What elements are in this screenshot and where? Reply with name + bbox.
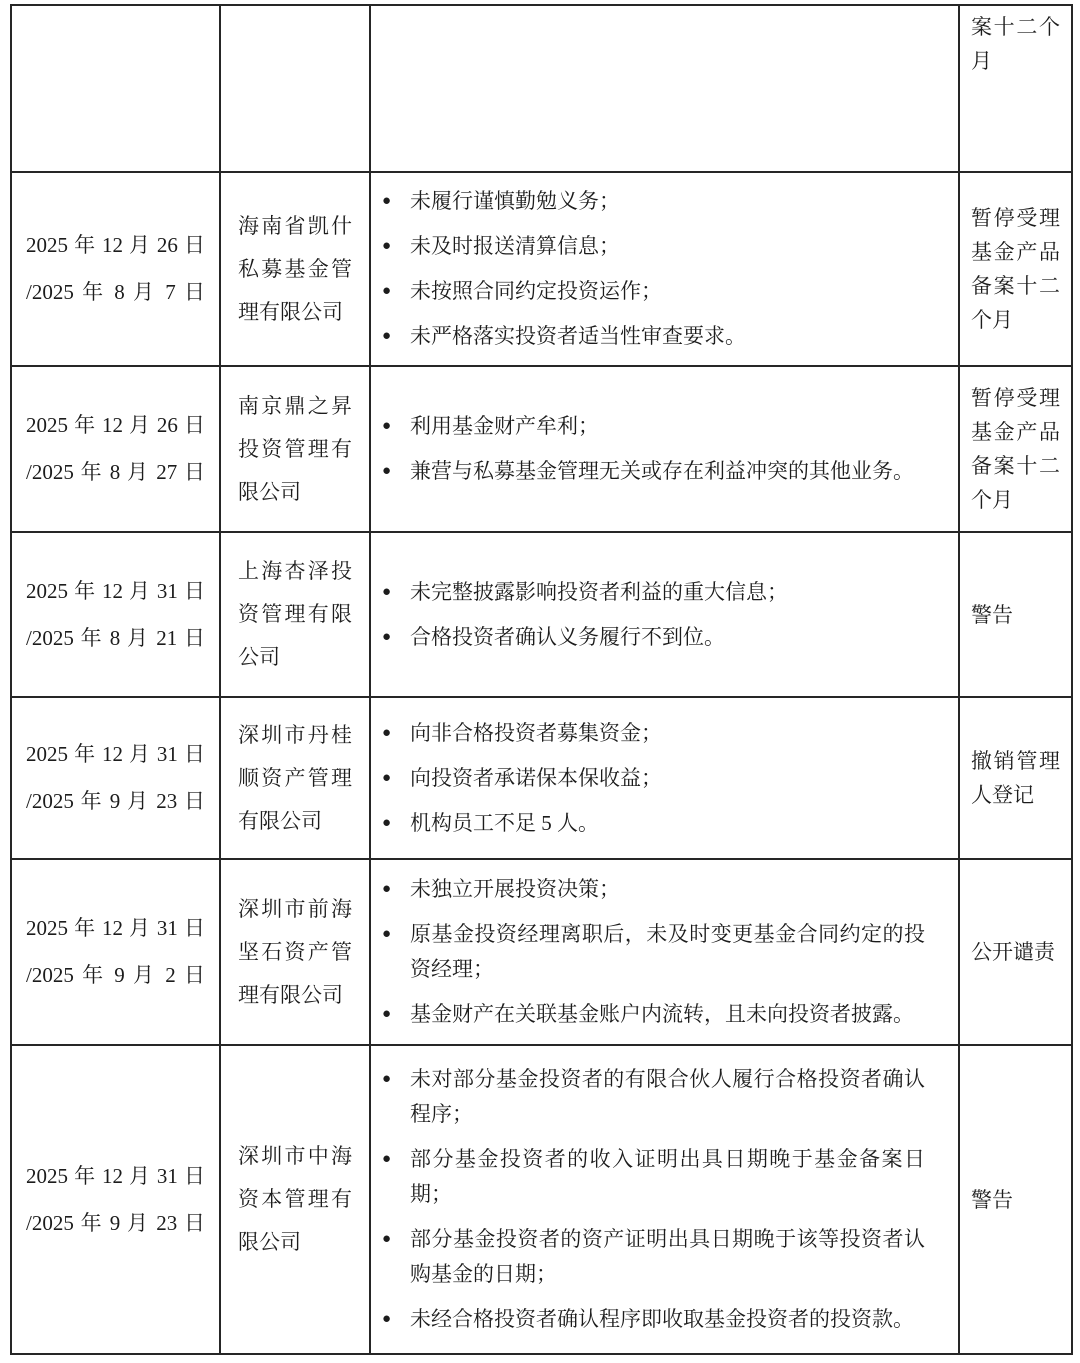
date-line: 2025 年 12 月 31 日	[26, 1163, 205, 1188]
date-line: /2025 年 8 月 7 日	[26, 280, 205, 304]
table-cell-company	[221, 533, 371, 698]
table-cell-violations	[371, 698, 960, 860]
company-name: 深圳市前海坚石资产管理有限公司	[238, 896, 352, 1007]
violation-text: 未完整披露影响投资者利益的重大信息；	[410, 579, 788, 604]
violation-item	[382, 806, 950, 841]
table-cell-violations	[371, 533, 960, 698]
violation-text: 未对部分基金投资者的有限合伙人履行合格投资者确认程序；	[410, 1067, 925, 1126]
bullet-icon: ●	[382, 1231, 392, 1247]
table-cell-company	[221, 698, 371, 860]
date-line: 2025 年 12 月 31 日	[26, 742, 205, 766]
violation-item	[382, 917, 950, 987]
date-line: /2025 年 8 月 27 日	[26, 460, 205, 484]
table-cell-date	[12, 173, 221, 367]
table-cell-violations	[371, 173, 960, 367]
bullet-icon: ●	[382, 463, 392, 479]
bullet-icon: ●	[382, 814, 392, 831]
violation-text: 向非合格投资者募集资金；	[410, 720, 662, 745]
table-cell-company	[221, 1046, 371, 1353]
bullet-icon: ●	[382, 628, 392, 645]
bullet-icon: ●	[382, 1311, 392, 1327]
violation-text: 向投资者承诺保本保收益；	[410, 765, 662, 790]
table-cell-penalty	[960, 6, 1071, 173]
penalty-text: 公开谴责	[971, 940, 1055, 964]
table-cell-penalty	[960, 173, 1071, 367]
violation-text: 部分基金投资者的资产证明出具日期晚于该等投资者认购基金的日期；	[410, 1227, 925, 1286]
bullet-icon: ●	[382, 1006, 392, 1022]
date-line: /2025 年 9 月 23 日	[26, 1210, 205, 1235]
violation-item	[382, 716, 950, 751]
company-name: 南京鼎之昇投资管理有限公司	[238, 393, 352, 504]
table-cell-penalty	[960, 860, 1071, 1046]
bullet-icon: ●	[382, 283, 392, 299]
table-cell-violations	[371, 860, 960, 1046]
bullet-icon: ●	[382, 926, 392, 942]
table-cell-penalty	[960, 533, 1071, 698]
table-cell-company	[221, 173, 371, 367]
penalty-text: 案十二个月	[971, 15, 1060, 73]
violation-text: 部分基金投资者的收入证明出具日期晚于基金备案日期；	[410, 1147, 925, 1206]
penalty-text: 警告	[971, 1187, 1013, 1212]
violation-item	[382, 575, 950, 610]
table-cell-penalty	[960, 1046, 1071, 1353]
bullet-icon: ●	[382, 238, 392, 254]
bullet-icon: ●	[382, 1071, 392, 1087]
table-cell-violations	[371, 367, 960, 533]
violation-text: 利用基金财产牟利；	[410, 414, 599, 438]
violation-item	[382, 229, 950, 264]
table-cell-penalty	[960, 698, 1071, 860]
violation-text: 基金财产在关联基金账户内流转，且未向投资者披露。	[410, 1002, 914, 1026]
violation-text: 机构员工不足 5 人。	[410, 810, 599, 835]
violation-item	[382, 620, 950, 655]
violation-item	[382, 184, 950, 219]
table-cell-date	[12, 533, 221, 698]
bullet-icon: ●	[382, 583, 392, 600]
date-line: 2025 年 12 月 26 日	[26, 413, 205, 437]
bullet-icon: ●	[382, 769, 392, 786]
violation-text: 合格投资者确认义务履行不到位。	[410, 624, 725, 649]
violation-item	[382, 1062, 950, 1132]
table-cell-company	[221, 367, 371, 533]
violation-item	[382, 1142, 950, 1212]
penalty-table	[10, 4, 1073, 1355]
violation-item	[382, 872, 950, 907]
date-line: 2025 年 12 月 26 日	[26, 233, 205, 257]
violation-item	[382, 274, 950, 309]
violation-text: 兼营与私募基金管理无关或存在利益冲突的其他业务。	[410, 459, 914, 483]
violation-item	[382, 454, 950, 489]
penalty-text: 暂停受理基金产品备案十二个月	[971, 386, 1060, 512]
violation-item	[382, 997, 950, 1032]
violation-item	[382, 761, 950, 796]
company-name: 深圳市丹桂顺资产管理有限公司	[238, 722, 352, 833]
date-line: 2025 年 12 月 31 日	[26, 578, 205, 603]
violation-item	[382, 409, 950, 444]
bullet-icon: ●	[382, 418, 392, 434]
violation-text: 未按照合同约定投资运作；	[410, 279, 662, 303]
violation-item	[382, 1222, 950, 1292]
company-name: 海南省凯什私募基金管理有限公司	[238, 213, 352, 324]
violation-item	[382, 1302, 950, 1337]
company-name: 深圳市中海资本管理有限公司	[238, 1144, 352, 1254]
violation-text: 未及时报送清算信息；	[410, 234, 620, 258]
table-cell-date	[12, 860, 221, 1046]
table-cell-date	[12, 367, 221, 533]
date-line: /2025 年 9 月 2 日	[26, 963, 205, 987]
bullet-icon: ●	[382, 1151, 392, 1167]
violation-text: 未严格落实投资者适当性审查要求。	[410, 324, 746, 348]
table-cell-date	[12, 1046, 221, 1353]
bullet-icon: ●	[382, 724, 392, 741]
date-line: 2025 年 12 月 31 日	[26, 916, 205, 940]
table-cell-date	[12, 6, 221, 173]
bullet-icon: ●	[382, 881, 392, 897]
violation-text: 未经合格投资者确认程序即收取基金投资者的投资款。	[410, 1307, 914, 1331]
violation-text: 未独立开展投资决策；	[410, 877, 620, 901]
bullet-icon: ●	[382, 193, 392, 209]
company-name: 上海杏泽投资管理有限公司	[238, 559, 352, 669]
table-cell-company	[221, 6, 371, 173]
penalty-text: 撤销管理人登记	[971, 749, 1060, 807]
table-cell-company	[221, 860, 371, 1046]
table-cell-violations	[371, 6, 960, 173]
date-line: /2025 年 9 月 23 日	[26, 789, 205, 813]
penalty-text: 警告	[971, 602, 1013, 627]
violation-item	[382, 319, 950, 354]
penalty-text: 暂停受理基金产品备案十二个月	[971, 206, 1060, 332]
table-cell-penalty	[960, 367, 1071, 533]
bullet-icon: ●	[382, 328, 392, 344]
violation-text: 原基金投资经理离职后，未及时变更基金合同约定的投资经理；	[410, 922, 925, 981]
table-cell-violations	[371, 1046, 960, 1353]
table-cell-date	[12, 698, 221, 860]
date-line: /2025 年 8 月 21 日	[26, 625, 205, 650]
violation-text: 未履行谨慎勤勉义务；	[410, 189, 620, 213]
